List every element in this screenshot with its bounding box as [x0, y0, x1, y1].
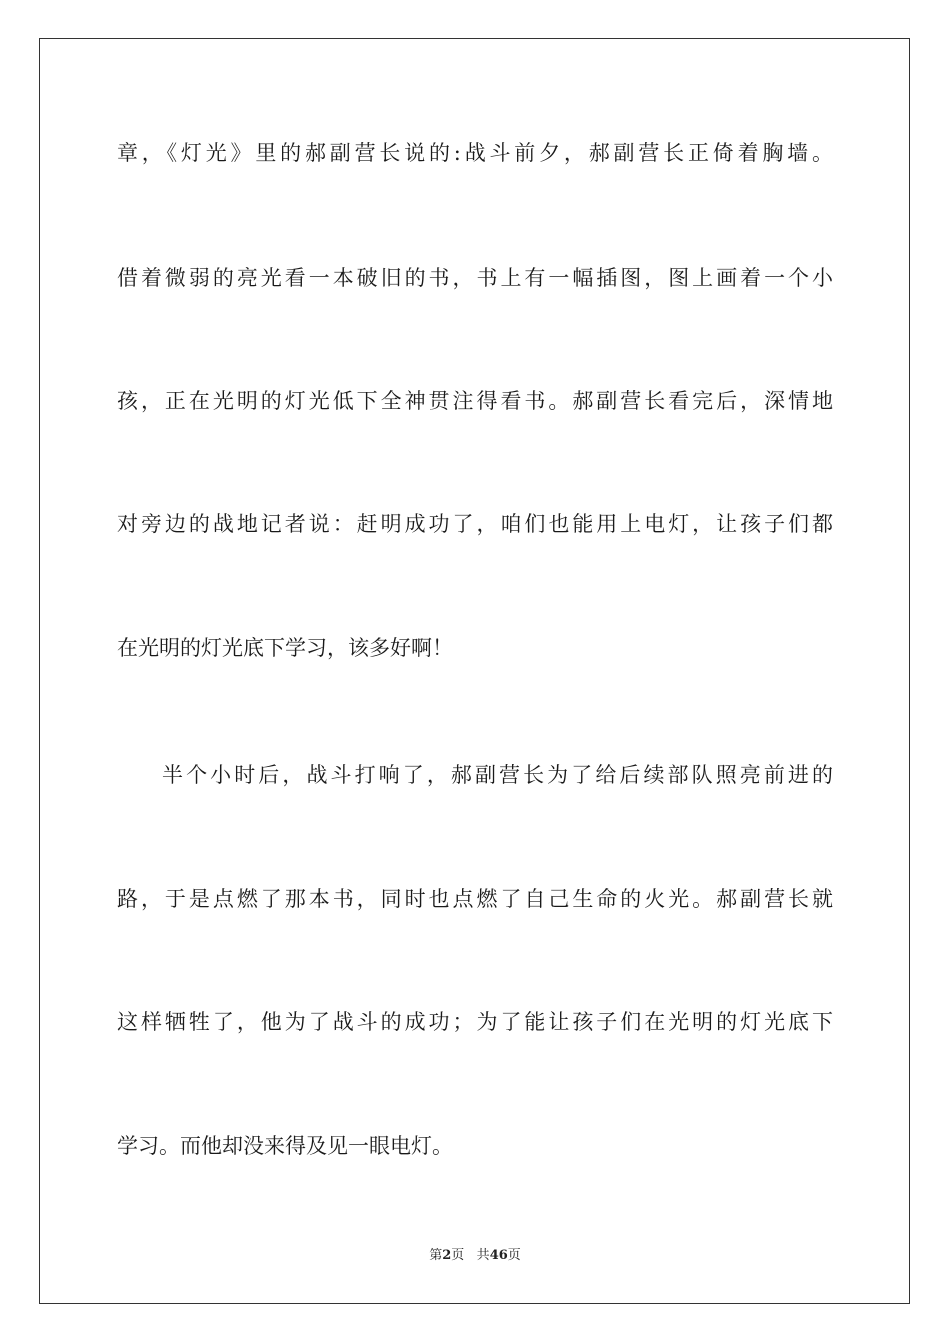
footer-total-prefix: 共	[476, 1248, 490, 1263]
text-line-1: 章，《灯光》里的郝副营长说的:战斗前夕，郝副营长正倚着胸墙。	[117, 141, 833, 165]
text-line-3: 孩，正在光明的灯光低下全神贯注得看书。郝副营长看完后，深情地	[117, 389, 833, 413]
footer-total-suffix: 页	[507, 1248, 521, 1263]
footer-page-suffix: 页	[451, 1248, 465, 1263]
page-border	[39, 38, 910, 1304]
text-line-5: 在光明的灯光底下学习，该多好啊！	[117, 636, 453, 660]
footer-total-pages: 46	[489, 1248, 508, 1263]
footer-page-number: 2	[442, 1248, 452, 1263]
text-line-9: 学习。而他却没来得及见一眼电灯。	[117, 1134, 453, 1158]
text-line-2: 借着微弱的亮光看一本破旧的书，书上有一幅插图，图上画着一个小	[117, 266, 833, 290]
footer-page-prefix: 第	[429, 1248, 443, 1263]
page-footer	[0, 1247, 950, 1265]
text-line-4: 对旁边的战地记者说：赶明成功了，咱们也能用上电灯，让孩子们都	[117, 512, 833, 536]
text-line-8: 这样牺牲了，他为了战斗的成功；为了能让孩子们在光明的灯光底下	[117, 1010, 833, 1034]
text-line-6: 半个小时后，战斗打响了，郝副营长为了给后续部队照亮前进的	[162, 763, 833, 787]
text-line-7: 路，于是点燃了那本书，同时也点燃了自己生命的火光。郝副营长就	[117, 887, 833, 911]
